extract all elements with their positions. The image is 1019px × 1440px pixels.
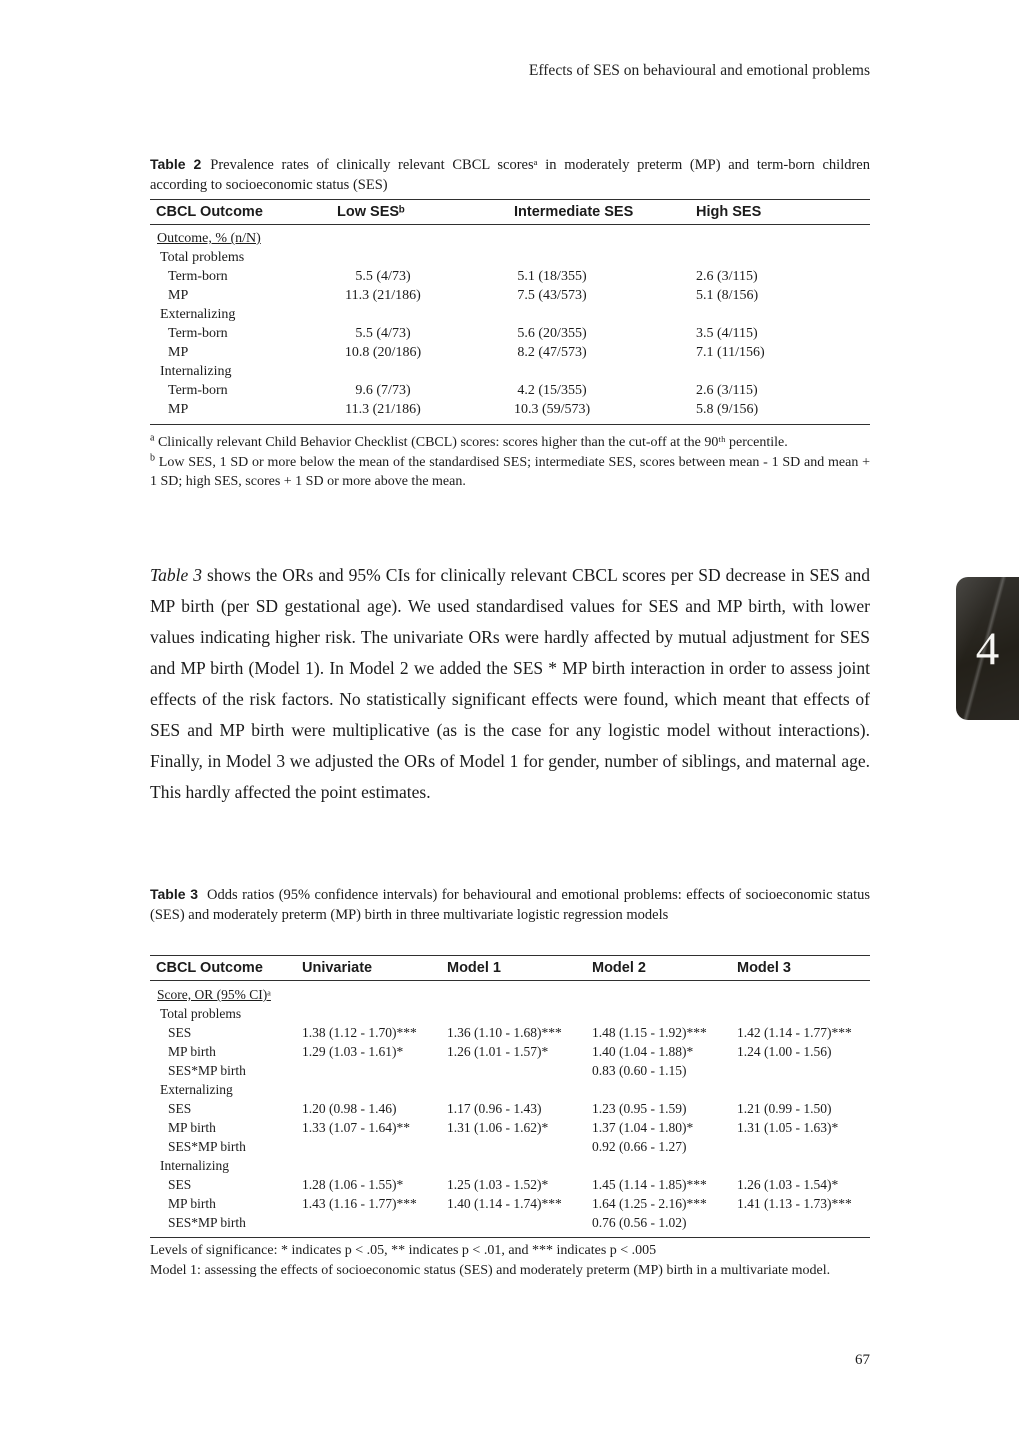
- row-label: Term-born: [168, 383, 228, 398]
- table-cell: 1.24 (1.00 - 1.56): [737, 1044, 832, 1059]
- table-cell: 5.1 (8/156): [696, 288, 759, 303]
- group-label: Externalizing: [160, 1082, 233, 1097]
- table-cell: 5.6 (20/355): [517, 326, 587, 341]
- table2-section-row: [150, 229, 870, 248]
- table-cell: 1.21 (0.99 - 1.50): [737, 1101, 832, 1116]
- table2-group-row: [150, 362, 870, 381]
- row-label: MP: [168, 288, 189, 303]
- column-header-cbcl-outcome: CBCL Outcome: [156, 204, 263, 220]
- model1-note: Model 1: assessing the effects of socioeconomic status (SES) and moderately preterm (MP) birth in a multivariate model.: [150, 1262, 831, 1278]
- table-cell: 3.5 (4/115): [696, 326, 758, 341]
- table-cell: 11.3 (21/186): [345, 402, 421, 417]
- row-label: SES: [168, 1025, 192, 1040]
- table-cell: 1.38 (1.12 - 1.70)***: [302, 1025, 417, 1040]
- table-cell: 1.40 (1.14 - 1.74)***: [447, 1196, 562, 1211]
- table-cell: 1.37 (1.04 - 1.80)*: [592, 1120, 694, 1135]
- row-label: SES: [168, 1177, 192, 1192]
- table-cell: 10.8 (20/186): [344, 345, 422, 360]
- table3-group-row: [150, 1080, 870, 1099]
- table-cell: 1.26 (1.01 - 1.57)*: [447, 1044, 549, 1059]
- table-cell: 8.2 (47/573): [517, 345, 587, 360]
- table-cell: 1.48 (1.15 - 1.92)***: [592, 1025, 707, 1040]
- table-cell: 0.83 (0.60 - 1.15): [592, 1063, 687, 1078]
- table-cell: 5.8 (9/156): [696, 402, 759, 417]
- table2-data-row: [150, 267, 870, 286]
- table-cell: 7.5 (43/573): [517, 288, 587, 303]
- table-cell: 0.76 (0.56 - 1.02): [592, 1215, 687, 1230]
- row-label: SES*MP birth: [168, 1139, 246, 1154]
- section-header: Outcome, % (n/N): [157, 231, 261, 246]
- column-header-intermediate-ses: Intermediate SES: [514, 204, 634, 220]
- paragraph-lead: Table 3: [150, 565, 203, 585]
- table-cell: 5.5 (4/73): [355, 326, 411, 341]
- table-cell: 10.3 (59/573): [514, 402, 591, 417]
- table2-group-row: [150, 248, 870, 267]
- chapter-number: 4: [975, 622, 1000, 675]
- row-label: SES: [168, 1101, 192, 1116]
- table-cell: 9.6 (7/73): [355, 383, 411, 398]
- table3-data-row: [150, 1061, 870, 1080]
- footnote-b: [150, 453, 870, 492]
- table-cell: 5.5 (4/73): [355, 269, 411, 284]
- group-label: Internalizing: [160, 1158, 229, 1173]
- table3-caption-text: Odds ratios (95% confidence intervals) for behavioural and emotional problems: effects of socioeconomic status (SES) and moderately preterm (MP) birth in three multivariate logistic regression models: [150, 887, 870, 923]
- table-cell: 1.25 (1.03 - 1.52)*: [447, 1177, 549, 1192]
- column-header-model-1: Model 1: [447, 960, 501, 976]
- table-cell: 0.92 (0.66 - 1.27): [592, 1139, 687, 1154]
- table2-footnotes: [150, 433, 870, 492]
- row-label: MP birth: [168, 1044, 216, 1059]
- table-2: [150, 199, 870, 425]
- table3-section-row: [150, 985, 870, 1004]
- row-label: MP birth: [168, 1120, 216, 1135]
- table-3: [150, 955, 870, 1238]
- table3-footnotes: [150, 1241, 870, 1280]
- table-cell: 1.17 (0.96 - 1.43): [447, 1101, 542, 1116]
- significance-note: Levels of significance: * indicates p < .05, ** indicates p < .01, and *** indicates p < .005: [150, 1243, 657, 1258]
- table-cell: 4.2 (15/355): [517, 383, 587, 398]
- table-cell: 1.23 (0.95 - 1.59): [592, 1101, 687, 1116]
- table-cell: 1.31 (1.06 - 1.62)*: [447, 1120, 549, 1135]
- table3-data-row: [150, 1023, 870, 1042]
- table2-header-row: [150, 200, 870, 225]
- table-cell: 1.41 (1.13 - 1.73)***: [737, 1196, 852, 1211]
- row-label: MP birth: [168, 1196, 216, 1211]
- table-cell: 1.40 (1.04 - 1.88)*: [592, 1044, 694, 1059]
- table-cell: 1.26 (1.03 - 1.54)*: [737, 1177, 839, 1192]
- column-header-univariate: Univariate: [302, 960, 373, 976]
- table-cell: 1.20 (0.98 - 1.46): [302, 1101, 397, 1116]
- table-cell: 1.28 (1.06 - 1.55)*: [302, 1177, 404, 1192]
- table3-group-row: [150, 1004, 870, 1023]
- table-cell: 1.31 (1.05 - 1.63)*: [737, 1120, 839, 1135]
- table3-data-row: [150, 1042, 870, 1061]
- table-cell: 2.6 (3/115): [696, 383, 758, 398]
- row-label: SES*MP birth: [168, 1215, 246, 1230]
- table3-caption: [150, 885, 870, 925]
- table-cell: 1.43 (1.16 - 1.77)***: [302, 1196, 417, 1211]
- table3-header-row: [150, 956, 870, 981]
- footnote-text: Clinically relevant Child Behavior Checklist (CBCL) scores: scores higher than the cut-off at the 90ᵗʰ percentile.: [157, 435, 788, 450]
- row-label: Term-born: [168, 269, 228, 284]
- table3-data-row: [150, 1175, 870, 1194]
- row-label: Term-born: [168, 326, 228, 341]
- section-header: Score, OR (95% CI)ᵃ: [157, 987, 271, 1002]
- table3-data-row: [150, 1213, 870, 1232]
- paragraph-text: shows the ORs and 95% CIs for clinically relevant CBCL scores per SD decrease in SES and MP birth (per SD gestational age). We used standardised values for SES and MP birth, with lower values indicating higher risk. The univariate ORs were hardly affected by mutual adjustment for SES and MP birth (Model 1). In Model 2 we added the SES * MP birth interaction in order to assess joint effects of the risk factors. No statistically significant effects were found, which meant that effects of SES and MP birth were multiplicative (as is the case for any logistic model without interactions). Finally, in Model 3 we adjusted the ORs of Model 1 for gender, number of siblings, and maternal age. This hardly affected the point estimates.: [150, 565, 870, 802]
- table3-caption-label: Table 3: [150, 886, 199, 902]
- group-label: Total problems: [160, 1006, 242, 1021]
- table2-group-row: [150, 305, 870, 324]
- body-paragraph: [150, 560, 870, 808]
- table-cell: 1.64 (1.25 - 2.16)***: [592, 1196, 707, 1211]
- table2-data-row: [150, 324, 870, 343]
- column-header-model-2: Model 2: [592, 960, 646, 976]
- table2-data-row: [150, 400, 870, 419]
- column-header-cbcl-outcome: CBCL Outcome: [156, 960, 263, 976]
- table-cell: 7.1 (11/156): [696, 345, 765, 360]
- page-number: 67: [855, 1352, 870, 1368]
- column-header-low-ses: Low SESᵇ: [337, 204, 405, 220]
- table-cell: 1.33 (1.07 - 1.64)**: [302, 1120, 410, 1135]
- table-cell: 1.36 (1.10 - 1.68)***: [447, 1025, 562, 1040]
- table-cell: 5.1 (18/355): [517, 269, 587, 284]
- group-label: Internalizing: [160, 364, 232, 379]
- column-header-high-ses: High SES: [696, 204, 762, 220]
- table3-data-row: [150, 1194, 870, 1213]
- group-label: Externalizing: [160, 307, 236, 322]
- footnote-marker: a: [150, 432, 155, 444]
- column-header-model-3: Model 3: [737, 960, 791, 976]
- table-cell: 1.29 (1.03 - 1.61)*: [302, 1044, 404, 1059]
- table2-caption: [150, 155, 870, 195]
- row-label: MP: [168, 345, 189, 360]
- table3-group-row: [150, 1156, 870, 1175]
- table-cell: 11.3 (21/186): [345, 288, 421, 303]
- table-cell: 2.6 (3/115): [696, 269, 758, 284]
- row-label: SES*MP birth: [168, 1063, 246, 1078]
- table3-data-row: [150, 1137, 870, 1156]
- table2-data-row: [150, 286, 870, 305]
- running-head: Effects of SES on behavioural and emotional problems: [528, 62, 870, 79]
- table3-data-row: [150, 1099, 870, 1118]
- table2-caption-label: Table 2: [150, 156, 202, 172]
- table2-caption-text: Prevalence rates of clinically relevant CBCL scoresᵃ in moderately preterm (MP) and term-born children according to socioeconomic status (SES): [150, 157, 870, 193]
- table2-data-row: [150, 381, 870, 400]
- footnote-a: [150, 433, 870, 453]
- footnote-text: Low SES, 1 SD or more below the mean of the standardised SES; intermediate SES, scores between mean - 1 SD and mean + 1 SD; high SES, scores + 1 SD or more above the mean.: [150, 454, 871, 489]
- table3-data-row: [150, 1118, 870, 1137]
- table-cell: 1.42 (1.14 - 1.77)***: [737, 1025, 852, 1040]
- footnote-marker: b: [150, 451, 155, 463]
- group-label: Total problems: [160, 250, 245, 265]
- row-label: MP: [168, 402, 189, 417]
- table2-data-row: [150, 343, 870, 362]
- chapter-tab: [956, 577, 1019, 720]
- table-cell: 1.45 (1.14 - 1.85)***: [592, 1177, 707, 1192]
